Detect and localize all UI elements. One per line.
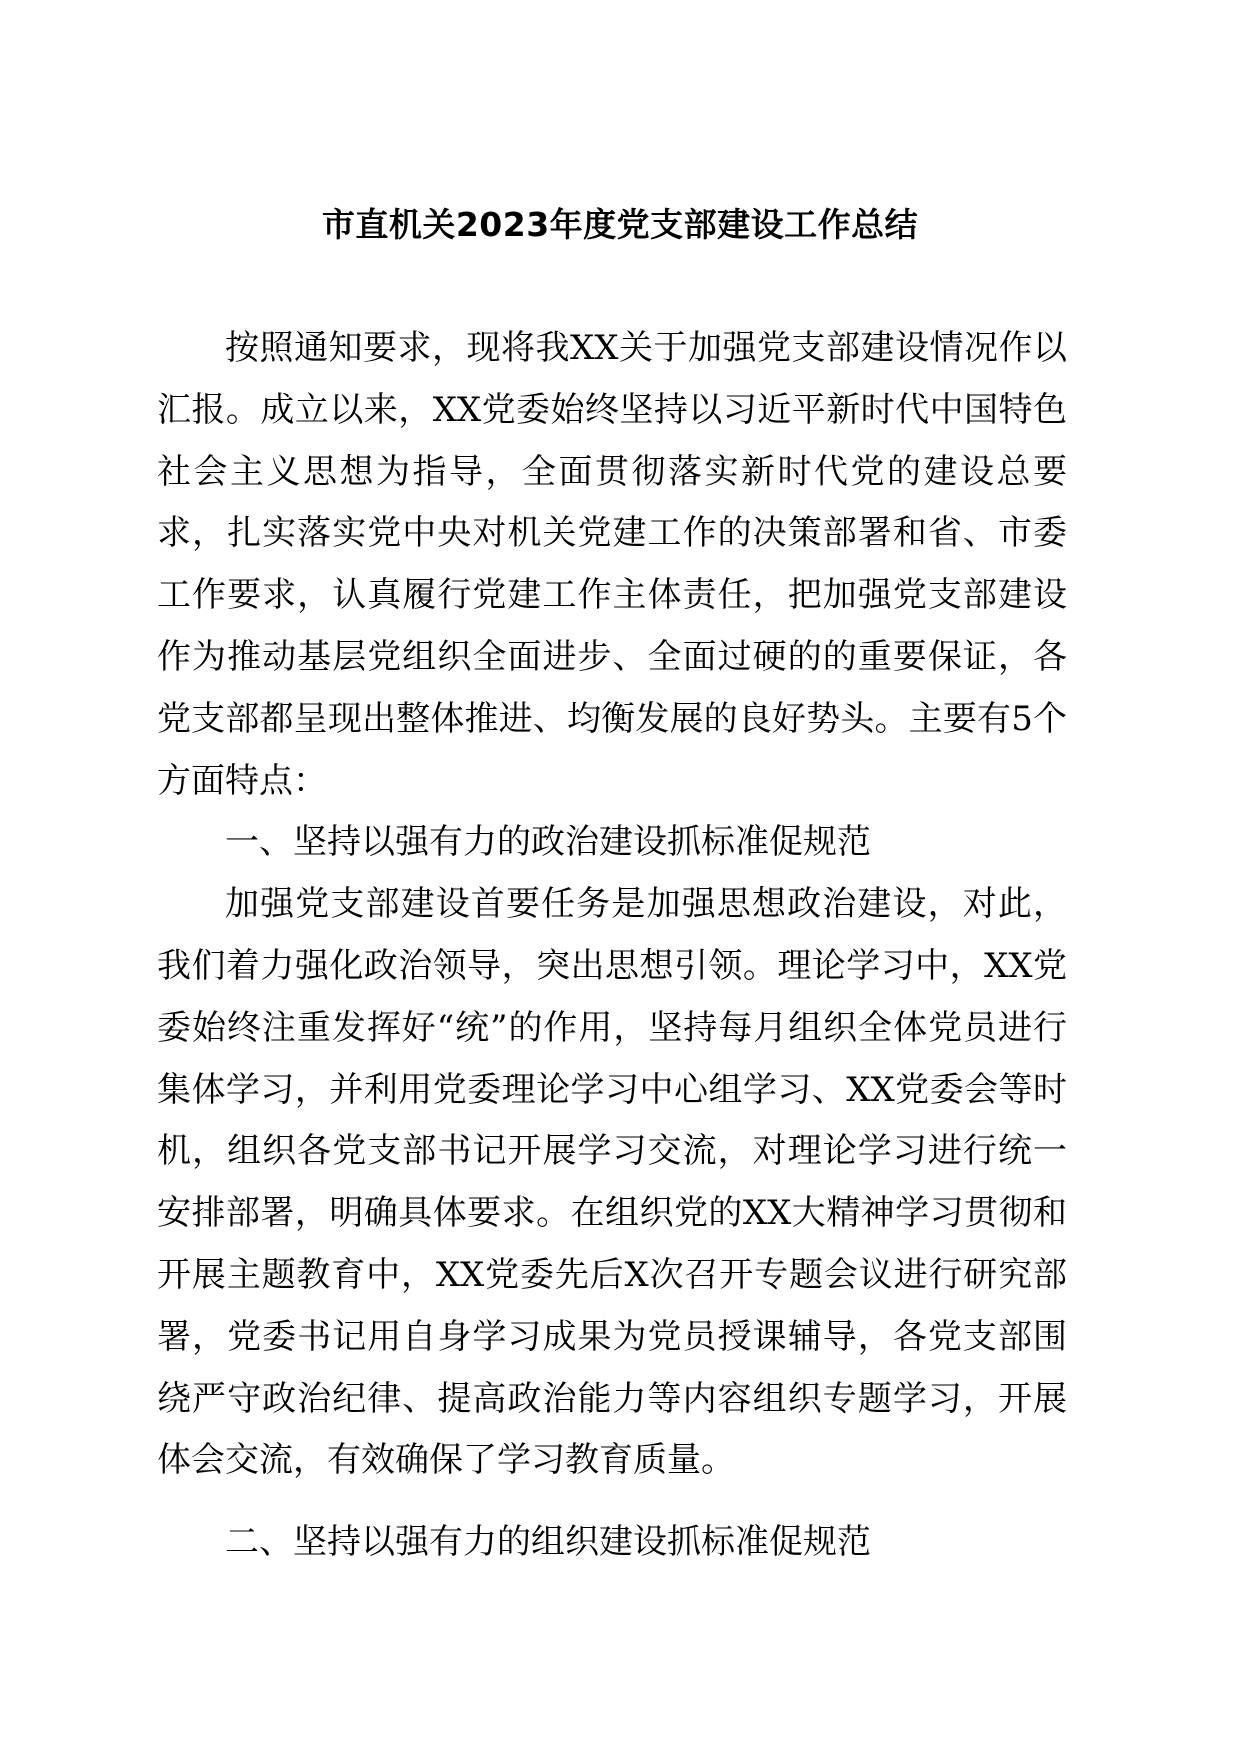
document-title: 市直机关2023年度党支部建设工作总结 [321, 205, 919, 244]
section-heading-1: 一、坚持以强有力的政治建设抓标准促规范 [225, 822, 871, 863]
intro-paragraph: 按照通知要求，现将我XX关于加强党支部建设情况作以汇报。成立以来，XX党委始终坚持以习近平新时代中国特色社会主义思想为指导，全面贯彻落实新时代党的建设总要求，扎实落实党中央对机关党建工作的决策部署和省、市委工作要求，认真履行党建工作主体责任，把加强党支部建设作为推动基层党组织全面进步、全面过硬的的重要保证，各党支部都呈现出整体推进、均衡发展的良好势头。主要有5个方面特点： [157, 328, 1067, 801]
section-heading-2: 二、坚持以强有力的组织建设抓标准促规范 [225, 1522, 871, 1563]
document-body [157, 318, 1067, 1574]
section-1-paragraph: 加强党支部建设首要任务是加强思想政治建设，对此，我们着力强化政治领导，突出思想引领。理论学习中，XX党委始终注重发挥好“统”的作用，坚持每月组织全体党员进行集体学习，并利用党委理论学习中心组学习、XX党委会等时机，组织各党支部书记开展学习交流，对理论学习进行统一安排部署，明确具体要求。在组织党的XX大精神学习贯彻和开展主题教育中，XX党委先后X次召开专题会议进行研究部署，党委书记用自身学习成果为党员授课辅导，各党支部围绕严守政治纪律、提高政治能力等内容组织专题学习，开展体会交流，有效确保了学习教育质量。 [157, 884, 1067, 1481]
